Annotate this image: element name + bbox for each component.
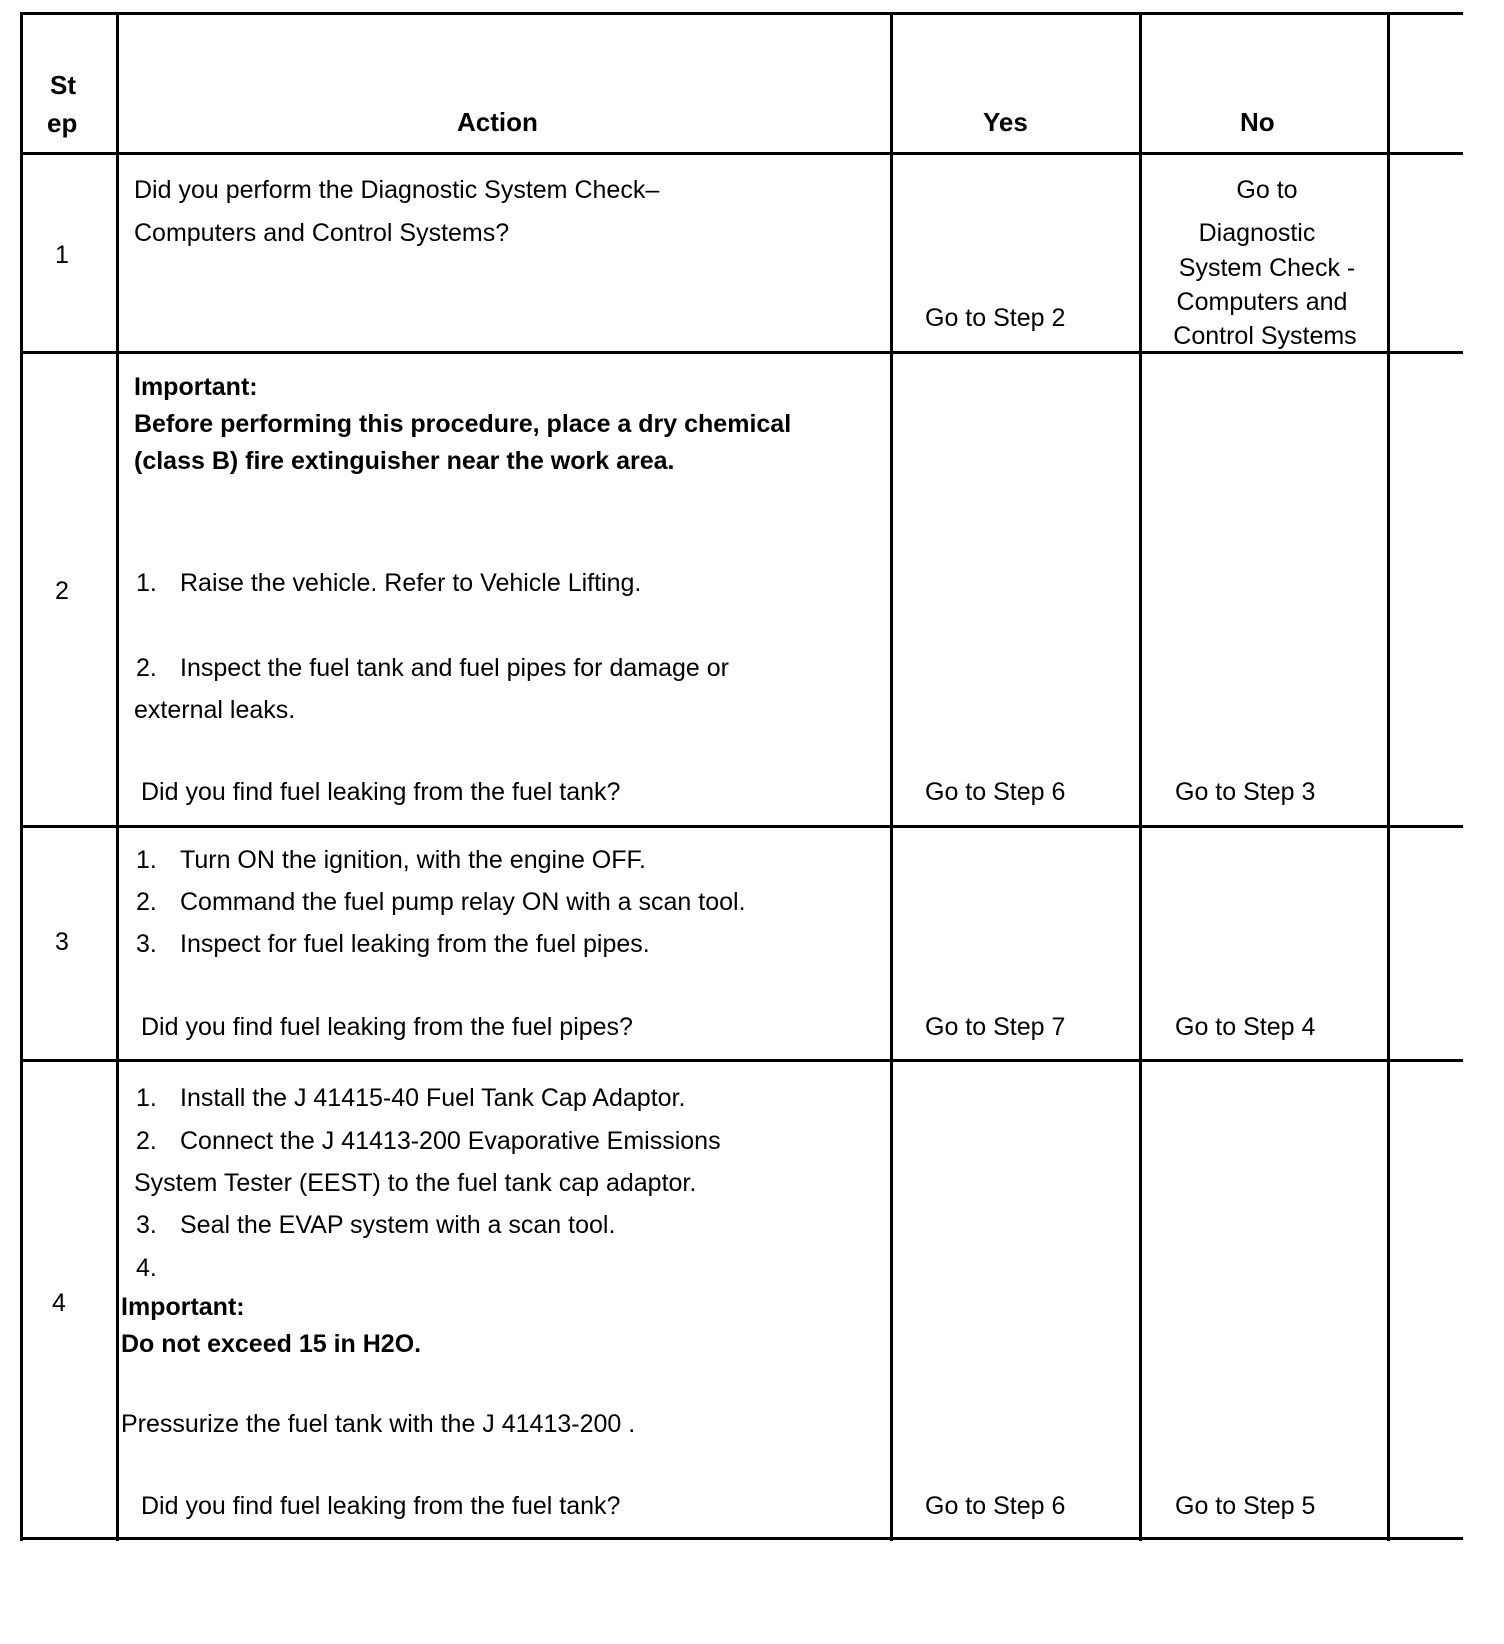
- yes-link[interactable]: Go to Step 7: [925, 1013, 1066, 1041]
- step-number: 1: [55, 241, 69, 269]
- question-text: Did you find fuel leaking from the fuel pipes?: [141, 1013, 633, 1041]
- row-divider: [20, 351, 1463, 354]
- column-divider: [116, 13, 119, 1541]
- no-link[interactable]: Go to: [1236, 176, 1298, 204]
- no-link[interactable]: Go to Step 3: [1175, 778, 1316, 806]
- list-item: Connect the J 41413-200 Evaporative Emissions: [180, 1127, 721, 1155]
- important-label: Important:: [121, 1293, 245, 1321]
- column-divider: [890, 13, 893, 1541]
- list-number: 2.: [136, 654, 157, 682]
- table-border-bottom: [20, 1537, 1463, 1540]
- list-item: Raise the vehicle. Refer to Vehicle Lifting.: [180, 569, 642, 597]
- action-text: Did you perform the Diagnostic System Check–: [134, 176, 660, 204]
- header-yes: Yes: [983, 107, 1028, 137]
- step-number: 4: [52, 1289, 66, 1317]
- row-divider: [20, 152, 1463, 155]
- list-item-continuation: external leaks.: [134, 696, 296, 724]
- step-number: 3: [55, 928, 69, 956]
- action-text: Computers and Control Systems?: [134, 219, 510, 247]
- list-number: 3.: [136, 1211, 157, 1239]
- list-number: 3.: [136, 930, 157, 958]
- list-item: Seal the EVAP system with a scan tool.: [180, 1211, 616, 1239]
- no-link[interactable]: Computers and: [1176, 288, 1348, 316]
- header-step: ep: [47, 108, 78, 138]
- no-link[interactable]: Go to Step 5: [1175, 1492, 1316, 1520]
- no-link[interactable]: Diagnostic: [1198, 219, 1316, 247]
- list-number: 1.: [136, 569, 157, 597]
- header-action: Action: [457, 107, 538, 137]
- no-link[interactable]: Control Systems: [1173, 322, 1357, 350]
- important-text: (class B) fire extinguisher near the work area.: [134, 447, 675, 475]
- column-divider: [20, 13, 23, 1541]
- list-item: Turn ON the ignition, with the engine OFF.: [180, 846, 646, 874]
- list-number: 1.: [136, 846, 157, 874]
- important-label: Important:: [134, 373, 258, 401]
- list-item-continuation: System Tester (EEST) to the fuel tank cap adaptor.: [134, 1169, 697, 1197]
- header-no: No: [1240, 107, 1275, 137]
- row-divider: [20, 825, 1463, 828]
- no-link[interactable]: Go to Step 4: [1175, 1013, 1316, 1041]
- list-number: 1.: [136, 1084, 157, 1112]
- column-divider: [1387, 13, 1390, 1541]
- yes-link[interactable]: Go to Step 6: [925, 778, 1066, 806]
- header-step: St: [50, 70, 76, 100]
- list-number: 2.: [136, 1127, 157, 1155]
- no-link[interactable]: System Check -: [1178, 254, 1356, 282]
- question-text: Did you find fuel leaking from the fuel tank?: [141, 778, 621, 806]
- row-divider: [20, 1059, 1463, 1062]
- list-item: Command the fuel pump relay ON with a scan tool.: [180, 888, 746, 916]
- table-border-top: [20, 12, 1463, 15]
- list-item: Inspect the fuel tank and fuel pipes for damage or: [180, 654, 729, 682]
- important-text: Before performing this procedure, place a dry chemical: [134, 410, 792, 438]
- question-text: Did you find fuel leaking from the fuel tank?: [141, 1492, 621, 1520]
- list-number: 4.: [136, 1254, 157, 1282]
- important-text: Do not exceed 15 in H2O.: [121, 1330, 422, 1358]
- yes-link[interactable]: Go to Step 2: [925, 304, 1066, 332]
- list-item: Install the J 41415-40 Fuel Tank Cap Adaptor.: [180, 1084, 686, 1112]
- list-item: Inspect for fuel leaking from the fuel pipes.: [180, 930, 650, 958]
- step-number: 2: [55, 577, 69, 605]
- yes-link[interactable]: Go to Step 6: [925, 1492, 1066, 1520]
- list-number: 2.: [136, 888, 157, 916]
- pressurize-text: Pressurize the fuel tank with the J 41413-200 .: [121, 1410, 636, 1438]
